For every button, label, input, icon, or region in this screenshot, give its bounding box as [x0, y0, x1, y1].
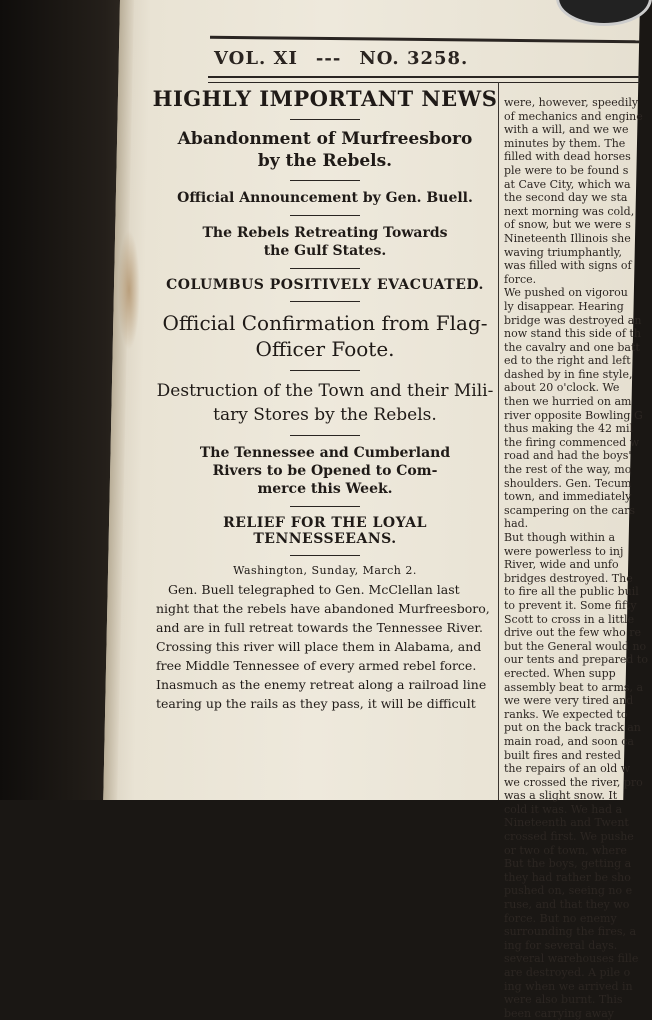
side-column-line: the repairs of an old w — [504, 762, 631, 776]
side-column-line: with a will, and we we — [504, 123, 629, 137]
side-column-line: main road, and soon ca — [504, 734, 634, 748]
side-column-line: ranks. We expected to — [504, 707, 628, 721]
side-column-line: about 20 o'clock. We — [504, 381, 620, 395]
side-column-line: are destroyed. A pile o — [504, 966, 631, 979]
article-line: free Middle Tennessee of every armed rebel force. — [156, 658, 477, 673]
side-column-line: ruse, and that they wo — [504, 898, 630, 912]
side-column-line: road and had the boys' — [504, 449, 632, 463]
separator — [290, 506, 360, 507]
side-column-line: Scott to cross in a little — [504, 612, 635, 626]
side-column-line: waving triumphantly, — [504, 245, 622, 259]
side-column — [504, 96, 648, 1020]
volume-line — [214, 48, 486, 69]
side-column-line: of mechanics and engine — [504, 109, 643, 123]
side-column-line: to prevent it. Some fifty — [504, 598, 637, 612]
paper-stain — [118, 230, 140, 350]
deck-rivers-1: The Tennessee and Cumberland — [199, 445, 451, 461]
side-column-line: ly disappear. Hearing — [504, 299, 624, 313]
side-column-line: erected. When supp — [504, 666, 616, 680]
main-headline: HIGHLY IMPORTANT NEWS — [152, 86, 498, 111]
deck-destruction-2: tary Stores by the Rebels. — [213, 405, 437, 425]
side-column-line: But though within a — [504, 531, 616, 544]
side-column-line: ed to the right and left — [504, 354, 631, 368]
side-column-line: bridge was destroyed an — [504, 313, 642, 327]
separator — [290, 180, 360, 181]
header-rule — [208, 76, 640, 83]
side-column-line: to fire all the public buil — [504, 585, 639, 599]
separator — [290, 268, 360, 269]
side-column-line: river opposite Bowling G — [504, 408, 643, 422]
side-column-line: filled with dead horses — [504, 150, 631, 164]
deck-retreat-1: The Rebels Retreating Towards — [202, 225, 448, 241]
side-column-line: the second day we sta — [504, 191, 628, 205]
deck-retreat-2: the Gulf States. — [263, 243, 387, 259]
side-column-line: next morning was cold, — [504, 204, 635, 218]
side-column-line: were powerless to inj — [504, 544, 624, 558]
side-column-line: of snow, but we were s — [504, 218, 631, 232]
article-body — [156, 580, 496, 713]
article-line: and are in full retreat towards the Tennessee River. — [156, 620, 483, 635]
side-column-line: dashed by in fine style, — [504, 367, 633, 381]
side-column-line: or two of town, where — [504, 843, 627, 857]
article-line: tearing up the rails as they pass, it will be difficult — [156, 696, 476, 711]
side-column-line: had. — [504, 517, 529, 531]
article-line: Gen. Buell telegraphed to Gen. McClellan last — [168, 582, 460, 597]
article-dateline: Washington, Sunday, March 2. — [233, 564, 417, 577]
side-column-line: built fires and rested — [504, 748, 621, 762]
side-column-line: several warehouses fille — [504, 952, 639, 966]
side-column-line: we crossed the river, pro — [504, 775, 643, 789]
side-column-line: but the General would no — [504, 639, 647, 653]
side-column-line: now stand this side of th — [504, 327, 641, 341]
side-column-line: the cavalry and one batt — [504, 340, 640, 354]
deck-buell: Official Announcement by Gen. Buell. — [177, 190, 473, 206]
deck-murfreesboro-1: Abandonment of Murfreesboro — [177, 129, 473, 149]
side-column-line: We pushed on vigorou — [504, 286, 628, 300]
side-column-line: surrounding the fires, a — [504, 925, 637, 939]
side-column-line: our tents and prepared to — [504, 653, 648, 667]
side-column-line: ing when we arrived in — [504, 979, 633, 993]
side-column-line: But the boys, getting a — [504, 857, 632, 871]
side-column-line: we were very tired and — [504, 694, 634, 708]
side-column-line: bridges destroyed. The — [504, 571, 633, 585]
deck-columbus: COLUMBUS POSITIVELY EVACUATED. — [166, 277, 484, 293]
side-column-line: were also burnt. This — [504, 993, 623, 1007]
side-column-line: was a slight snow. It — [504, 789, 618, 803]
article-line: Inasmuch as the enemy retreat along a railroad line — [156, 677, 487, 692]
side-column-line: was filled with signs of — [504, 259, 632, 273]
side-column-line: minutes by them. The — [504, 136, 626, 150]
side-column-line: the firing commenced w — [504, 435, 640, 449]
separator — [290, 215, 360, 216]
side-column-line: cold it was. We had a — [504, 802, 623, 816]
deck-murfreesboro-2: by the Rebels. — [257, 151, 393, 171]
volume-number: VOL. XI — [214, 48, 298, 69]
deck-foote-2: Officer Foote. — [255, 337, 395, 361]
separator — [290, 555, 360, 556]
dash-separator: --- — [315, 48, 342, 69]
side-column-line: then we hurried on am — [504, 395, 632, 409]
deck-destruction-1: Destruction of the Town and their Mili- — [156, 381, 494, 401]
article-line: Crossing this river will place them in Alabama, and — [156, 639, 482, 654]
separator — [290, 119, 360, 120]
side-column-line: were, however, speedily — [504, 96, 639, 109]
separator — [290, 301, 360, 302]
side-column-line: been carrying away — [504, 1006, 614, 1020]
article-line: night that the rebels have abandoned Murfreesboro, — [156, 601, 490, 616]
side-column-line: Nineteenth Illinois she — [504, 231, 631, 245]
main-column — [150, 86, 500, 713]
deck-rivers-2: Rivers to be Opened to Com- — [212, 463, 438, 479]
side-column-line: they had rather be sho — [504, 870, 631, 884]
separator — [290, 370, 360, 371]
side-column-line: at Cave City, which wa — [504, 177, 631, 191]
side-column-line: town, and immediately — [504, 490, 632, 504]
side-column-line: ple were to be found s — [504, 163, 629, 177]
side-column-line: assembly beat to arms, a — [504, 680, 644, 694]
side-column-line: pushed on, seeing no e — [504, 884, 633, 898]
side-column-line: River, wide and unfo — [504, 558, 619, 572]
side-column-line: put on the back track an — [504, 721, 641, 735]
side-column-line: thus making the 42 mil — [504, 422, 633, 436]
deck-relief: RELIEF FOR THE LOYAL TENNESSEEANS. — [223, 515, 427, 547]
separator — [290, 435, 360, 436]
side-column-line: force. — [504, 272, 537, 286]
deck-rivers-3: merce this Week. — [257, 481, 393, 497]
side-column-line: shoulders. Gen. Tecum — [504, 476, 632, 490]
side-column-line: ing for several days. — [504, 938, 618, 952]
side-column-line: crossed first. We pushe — [504, 830, 634, 844]
side-column-line: drive out the few who re — [504, 626, 642, 640]
side-column-line: scampering on the cars — [504, 503, 636, 517]
deck-foote-1: Official Confirmation from Flag- — [162, 311, 488, 335]
side-column-line: the rest of the way, mo — [504, 463, 632, 477]
side-column-line: Nineteenth and Twent — [504, 816, 629, 830]
side-column-line: force. But no enemy — [504, 911, 617, 925]
issue-number: NO. 3258. — [359, 48, 469, 69]
